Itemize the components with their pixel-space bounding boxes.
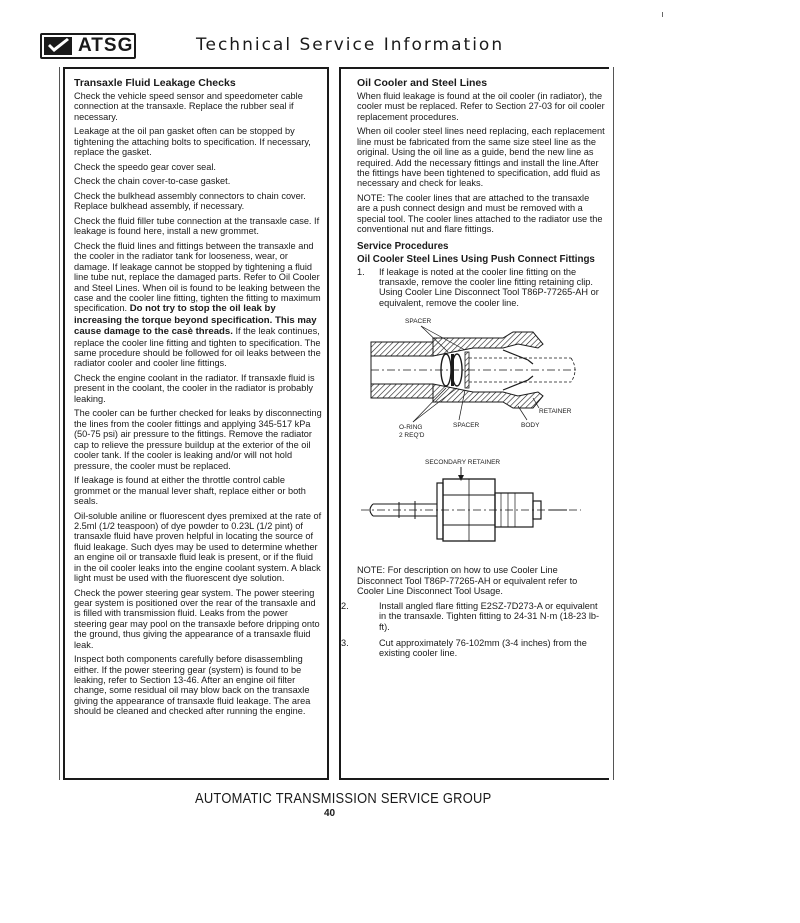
scan-mark bbox=[662, 12, 663, 17]
step-2 bbox=[341, 601, 605, 632]
paragraph: When fluid leakage is found at the oil cooler (in radiator), the cooler must be replaced. Refer to Section 27-03 for oil cooler replacement procedures. bbox=[357, 91, 605, 122]
frame-line-left bbox=[59, 67, 60, 780]
label-secondary-retainer: SECONDARY RETAINER bbox=[425, 459, 501, 467]
step-number: 1. bbox=[357, 266, 365, 277]
paragraph: Check the speedo gear cover seal. bbox=[74, 161, 216, 172]
paragraph: Check the vehicle speed sensor and speedometer cable connection at the transaxle. Replace the rubber seal if necessary. bbox=[74, 91, 303, 122]
secondary-retainer-diagram bbox=[353, 455, 593, 555]
label-spacer-top: SPACER bbox=[405, 318, 432, 326]
check-mark-icon bbox=[44, 37, 72, 55]
paragraph: The cooler can be further checked for leaks by disconnecting the lines from the cooler fittings and applying 345-517 kPa (50-75 psi) air pressure to the fittings. Remove the radiator cap to relieve the pressure buildup at the exterior of the oil cooler tank. If the cooler is leaking and/or will not hold pressure, the cooler must be replaced. bbox=[74, 408, 322, 471]
footer-organization: AUTOMATIC TRANSMISSION SERVICE GROUP bbox=[195, 790, 492, 807]
paragraph: When oil cooler steel lines need replacing, each replacement line must be fabricated from the same size steel line as the original. Using the oil line as a guide, bend the new line as required. Add the necessary fittings and install the line.After the fittings have been tightened to specification, add fluid as necessary and check for leaks. bbox=[357, 126, 605, 189]
warning-text: Do not try to stop the oil leak by increasing the torque beyond specification. This may cause damage to the casè threads. bbox=[74, 303, 317, 338]
page-header bbox=[0, 0, 800, 70]
paragraph: NOTE: The cooler lines that are attached to the transaxle are a push connect design and must be removed with a special tool. The cooler lines attached to the radiator use the conventional nut and flare fittings. bbox=[357, 193, 603, 235]
subheading-push-connect: Oil Cooler Steel Lines Using Push Connect Fittings bbox=[357, 253, 595, 265]
frame-line-right bbox=[613, 67, 614, 780]
secondary-retainer-illustration bbox=[353, 455, 593, 555]
text-segment: Check the fluid lines and fittings between the transaxle and the cooler in the radiator tank for looseness, wear, or damage. If leakage cannot be stopped by tightening a fluid line tube nut, replace the damaged parts. Refer to Oil Cooler and Steel Lines. When oil is found to be leaking between the case and the cooler line fitting, tighten the fitting to maximum specification. bbox=[74, 241, 321, 314]
left-column bbox=[63, 67, 329, 780]
paragraph: Check the power steering gear system. The power steering gear system is positioned over the rear of the transaxle and is filled with transmission fluid. Leaks from the power steering gear may pool on the transaxle before dripping onto the ground, thus giving the appearance of a transaxle fluid leak. bbox=[74, 587, 320, 650]
step-number: 3. bbox=[341, 637, 349, 648]
page-title: Technical Service Information bbox=[196, 35, 505, 55]
label-body: BODY bbox=[521, 422, 540, 430]
note-disconnect-tool: NOTE: For description on how to use Cooler Line Disconnect Tool T86P-77265-AH or equivalent refer to Cooler Line Disconnect Tool Usage. bbox=[357, 565, 578, 597]
section-heading-leakage: Transaxle Fluid Leakage Checks bbox=[74, 77, 236, 89]
page-number: 40 bbox=[324, 808, 336, 819]
right-column bbox=[339, 67, 609, 780]
paragraph: Check the engine coolant in the radiator. If transaxle fluid is present in the coolant, the cooler in the radiator is probably leaking. bbox=[74, 373, 315, 404]
label-spacer-bottom: SPACER bbox=[453, 422, 480, 430]
step-1 bbox=[357, 267, 605, 309]
paragraph: Inspect both components carefully before disassembling either. If the power steering gear (system) is found to be leaking, refer to Section 13-46. After an engine oil filter change, some residual oil may blow back on the transaxle giving the appearance of transaxle fluid leakage. The area should be cleaned and checked after running the engine. bbox=[74, 654, 311, 717]
step-text: Cut approximately 76-102mm (3-4 inches) from the existing cooler line. bbox=[379, 637, 587, 659]
step-3 bbox=[341, 638, 605, 659]
step-text: Install angled flare fitting E2SZ-7D273-A or equivalent in the transaxle. Tighten fitting to 24-31 N·m (18-23 lb-ft). bbox=[379, 600, 600, 632]
text-segment: If the leak continues, replace the cooler line fitting and tighten to specification. The same procedure should be followed for oil leaks between the radiator cooler and cooler line fittings. bbox=[74, 326, 321, 369]
push-connect-fitting-diagram bbox=[353, 314, 593, 449]
paragraph: Leakage at the oil pan gasket often can be stopped by tightening the attaching bolts to specification. If necessary, replace the gasket. bbox=[74, 126, 311, 158]
paragraph: Check the chain cover-to-case gasket. bbox=[74, 176, 231, 187]
label-o-ring: O-RING bbox=[399, 424, 423, 432]
subheading-service-procedures: Service Procedures bbox=[357, 240, 449, 252]
step-number: 2. bbox=[341, 600, 349, 611]
step-text: If leakage is noted at the cooler line fitting on the transaxle, remove the cooler line fitting retaining clip. Using Cooler Line Disconnect Tool T86P-77265-AH or equivalent, remove the cooler line. bbox=[379, 266, 599, 308]
logo-text: ATSG bbox=[78, 35, 134, 56]
paragraph: Check the fluid filler tube connection at the transaxle case. If leakage is found here, install a new grommet. bbox=[74, 216, 320, 237]
paragraph: If leakage is found at either the throttle control cable grommet or the manual lever shaft, replace either or both seals. bbox=[74, 475, 306, 506]
atsg-logo bbox=[40, 33, 136, 59]
label-retainer: RETAINER bbox=[539, 408, 572, 416]
paragraph: Check the bulkhead assembly connectors to chain cover. Replace bulkhead assembly, if necessary. bbox=[74, 191, 306, 212]
paragraph: Oil-soluble aniline or fluorescent dyes premixed at the rate of 2.5ml (1/2 teaspoon) of dye powder to 0.23L (1/2 pint) of transaxle fluid have proven helpful in locating the source of fluid leakage. Such dyes may be used to determine whether an engine oil or transaxle fluid leak is present, or if the fluid in the oil cooler leaks into the engine coolant system. A black light must be used with the fluorescent dye solution. bbox=[74, 510, 322, 583]
section-heading-oil-cooler: Oil Cooler and Steel Lines bbox=[357, 77, 488, 89]
paragraph-fluid-lines bbox=[74, 241, 322, 369]
label-o-ring-qty: 2 REQ'D bbox=[399, 432, 425, 440]
